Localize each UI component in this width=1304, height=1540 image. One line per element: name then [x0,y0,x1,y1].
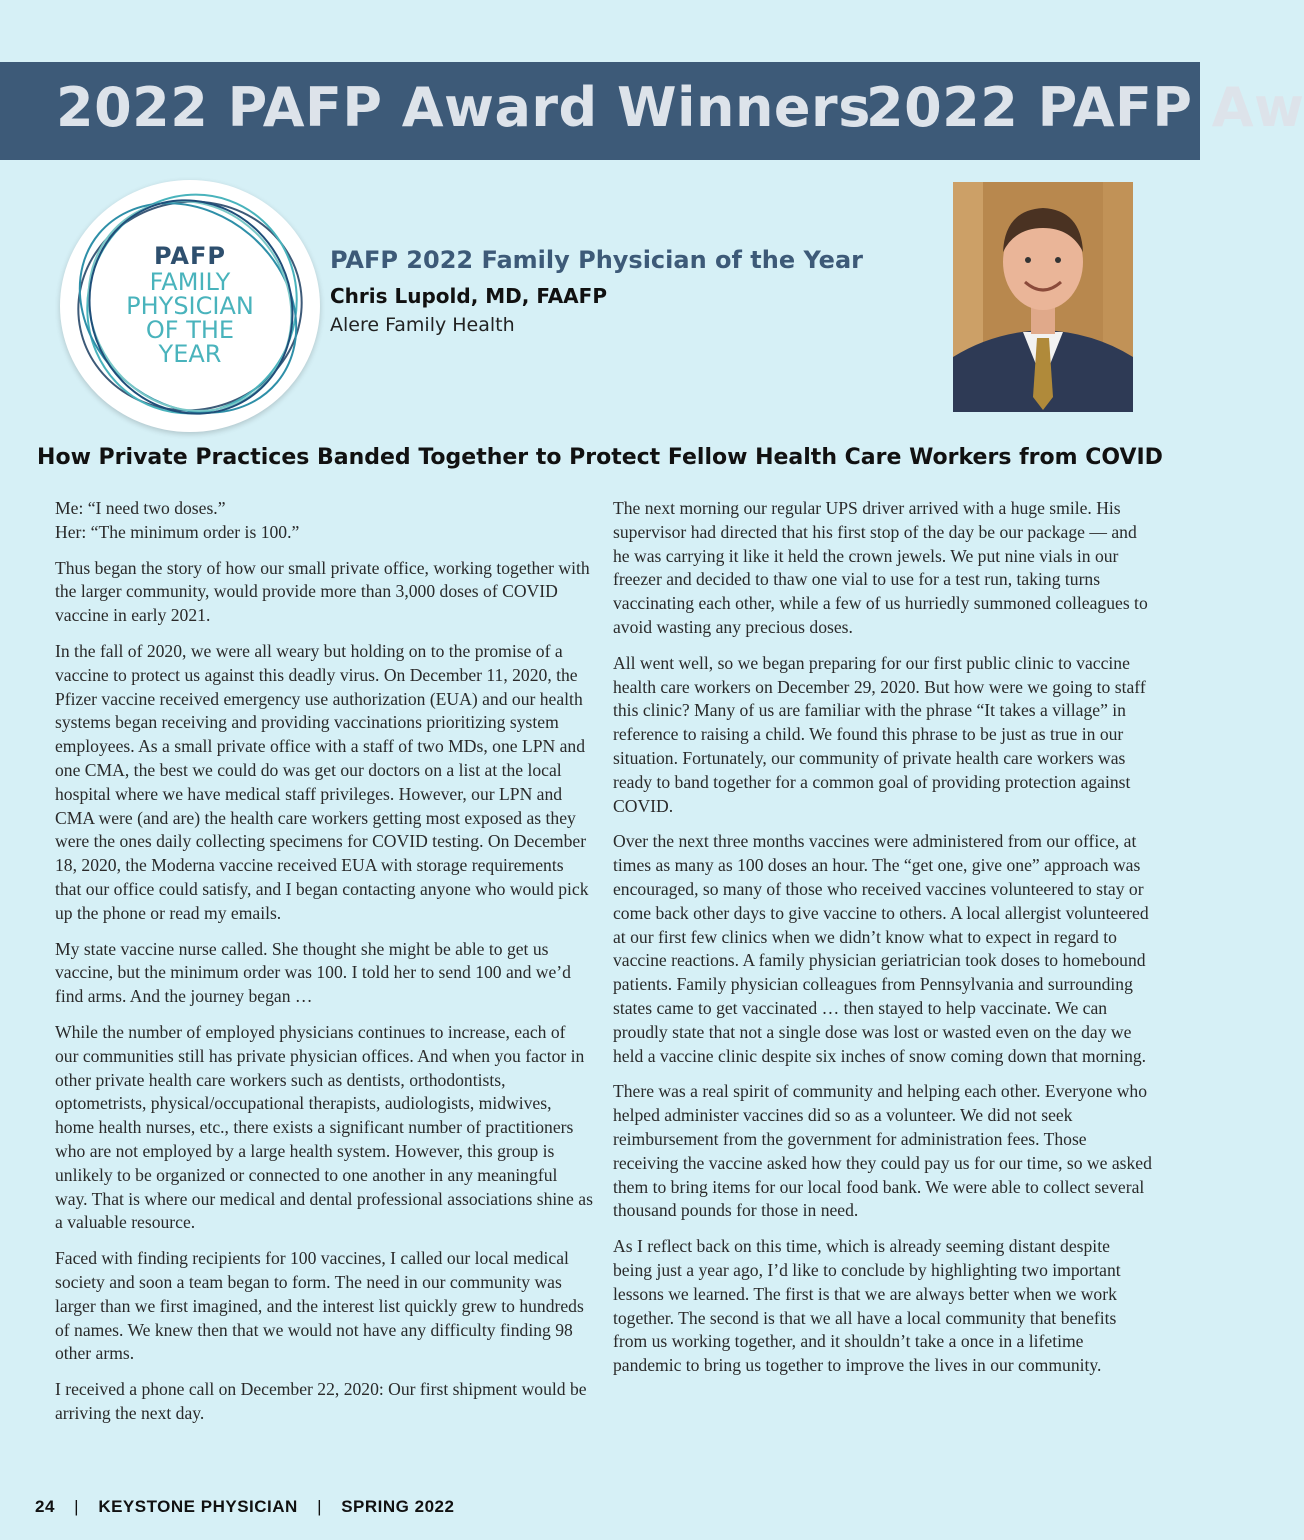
logo-text-block [60,270,320,366]
paragraph: Faced with finding recipients for 100 vaccines, I called our local medical society and soon a team began to form. The need in our community was larger than we first imagined, and the interest list quickly grew to hundreds of names. We knew then that we would not have any difficulty finding 98 other arms. [55,1248,584,1364]
article-left-column [55,497,593,1438]
footer-separator: | [74,1497,80,1516]
article-right-column [613,497,1153,1390]
page-footer [35,1497,454,1517]
logo-text-of-the: OF THE [145,316,235,344]
logo-text-family: FAMILY [149,268,231,296]
award-logo [60,180,320,432]
paragraph: There was a real spirit of community and helping each other. Everyone who helped administer vaccines did so as a volunteer. We did not seek reimbursement from the government for administration fees. Those receiving the vaccine asked how they could pay us for our time, so we asked them to bring items for our local food bank. We were able to collect several thousand pounds for those in need. [613,1081,1152,1221]
recipient-photo [953,182,1133,412]
paragraph: Over the next three months vaccines were administered from our office, at times as many as 100 doses an hour. The “get one, give one” approach was encouraged, so many of those who received vaccines volunteered to stay or come back other days to give vaccine to others. A local allergist volunteered at our first few clinics when we didn’t know what to expect in regard to vaccine reactions. A family physician geriatrician took doses to homebound patients. Family physician colleagues from Pennsylvania and surrounding states came to get vaccinated … then stayed to help vaccinate. We can proudly state that not a single dose was lost or wasted even on the day we held a vaccine clinic despite six inches of snow coming down that morning. [613,831,1149,1066]
logo-text-year: YEAR [158,340,222,368]
banner-title: 2022 PAFP Award Winners [56,76,871,139]
paragraph: Thus began the story of how our small private office, working together with the larger community, would provide more than 3,000 doses of COVID vaccine in early 2021. [55,557,590,626]
article-headline: How Private Practices Banded Together to Protect Fellow Health Care Workers from COVID [37,445,1163,470]
paragraph: My state vaccine nurse called. She thought she might be able to get us vaccine, but the minimum order was 100. I told her to send 100 and we’d find arms. And the journey began … [55,938,571,1007]
portrait-illustration [953,182,1133,412]
banner-title-repeat: 2022 PAFP Aw [866,76,1304,139]
award-organization: Alere Family Health [330,314,515,336]
publication-name: KEYSTONE PHYSICIAN [98,1497,298,1516]
page-number: 24 [35,1497,55,1516]
award-title: PAFP 2022 Family Physician of the Year [330,246,863,274]
paragraph: I received a phone call on December 22, 2020: Our first shipment would be arriving the next day. [55,1379,587,1423]
paragraph: The next morning our regular UPS driver arrived with a huge smile. His supervisor had directed that his first stop of the day be our package — and he was carrying it like it held the crown jewels. We put nine vials in our freezer and decided to thaw one vial to use for a test run, taking turns vaccinating each other, while a few of us hurriedly summoned colleagues to avoid wasting any precious doses. [613,498,1148,637]
paragraph: All went well, so we began preparing for our first public clinic to vaccine health care workers on December 29, 2020. But how were we going to staff this clinic? Many of us are familiar with the phrase “It takes a village” in reference to raising a child. We found this phrase to be just as true in our situation. Fortunately, our community of private health care workers was ready to band together for a common goal of providing protection against COVID. [613,652,1146,816]
paragraph: Me: “I need two doses.” Her: “The minimum order is 100.” [55,498,300,542]
paragraph: While the number of employed physicians continues to increase, each of our communities still has private physician offices. And when you factor in other private health care workers such as dentists, orthodontists, optometrists, physical/occupational therapists, audiologists, midwives, home health nurses, etc., there exists a significant number of practitioners who are not employed by a large health system. However, this group is unlikely to be organized or connected to one another in any meaningful way. That is where our medical and dental professional associations shine as a valuable resource. [55,1021,593,1233]
issue-name: SPRING 2022 [341,1497,455,1516]
paragraph: As I reflect back on this time, which is already seeming distant despite being just a year ago, I’d like to conclude by highlighting two important lessons we learned. The first is that we are always better when we work together. The second is that we all have a local community that benefits from us working together, and it shouldn’t take a once in a lifetime pandemic to bring us together to improve the lives in our community. [613,1236,1121,1376]
award-recipient-name: Chris Lupold, MD, FAAFP [330,284,607,308]
logo-text-physician: PHYSICIAN [126,292,254,320]
footer-separator: | [317,1497,322,1516]
paragraph: In the fall of 2020, we were all weary but holding on to the promise of a vaccine to protect us against this deadly virus. On December 11, 2020, the Pfizer vaccine received emergency use authorization (EUA) and our health systems began receiving and providing vaccinations prioritizing system employees. As a small private office with a staff of two MDs, one LPN and one CMA, the best we could do was get our doctors on a list at the local hospital where we have medical staff privileges. However, our LPN and CMA were (and are) the health care workers getting most exposed as they were the ones daily collecting specimens for COVID testing. On December 18, 2020, the Moderna vaccine received EUA with storage requirements that our office could satisfy, and I began contacting anyone who would pick up the phone or read my emails. [55,640,589,923]
logo-text-pafp: PAFP [154,242,226,270]
award-header [330,246,930,336]
title-banner [0,62,1304,160]
